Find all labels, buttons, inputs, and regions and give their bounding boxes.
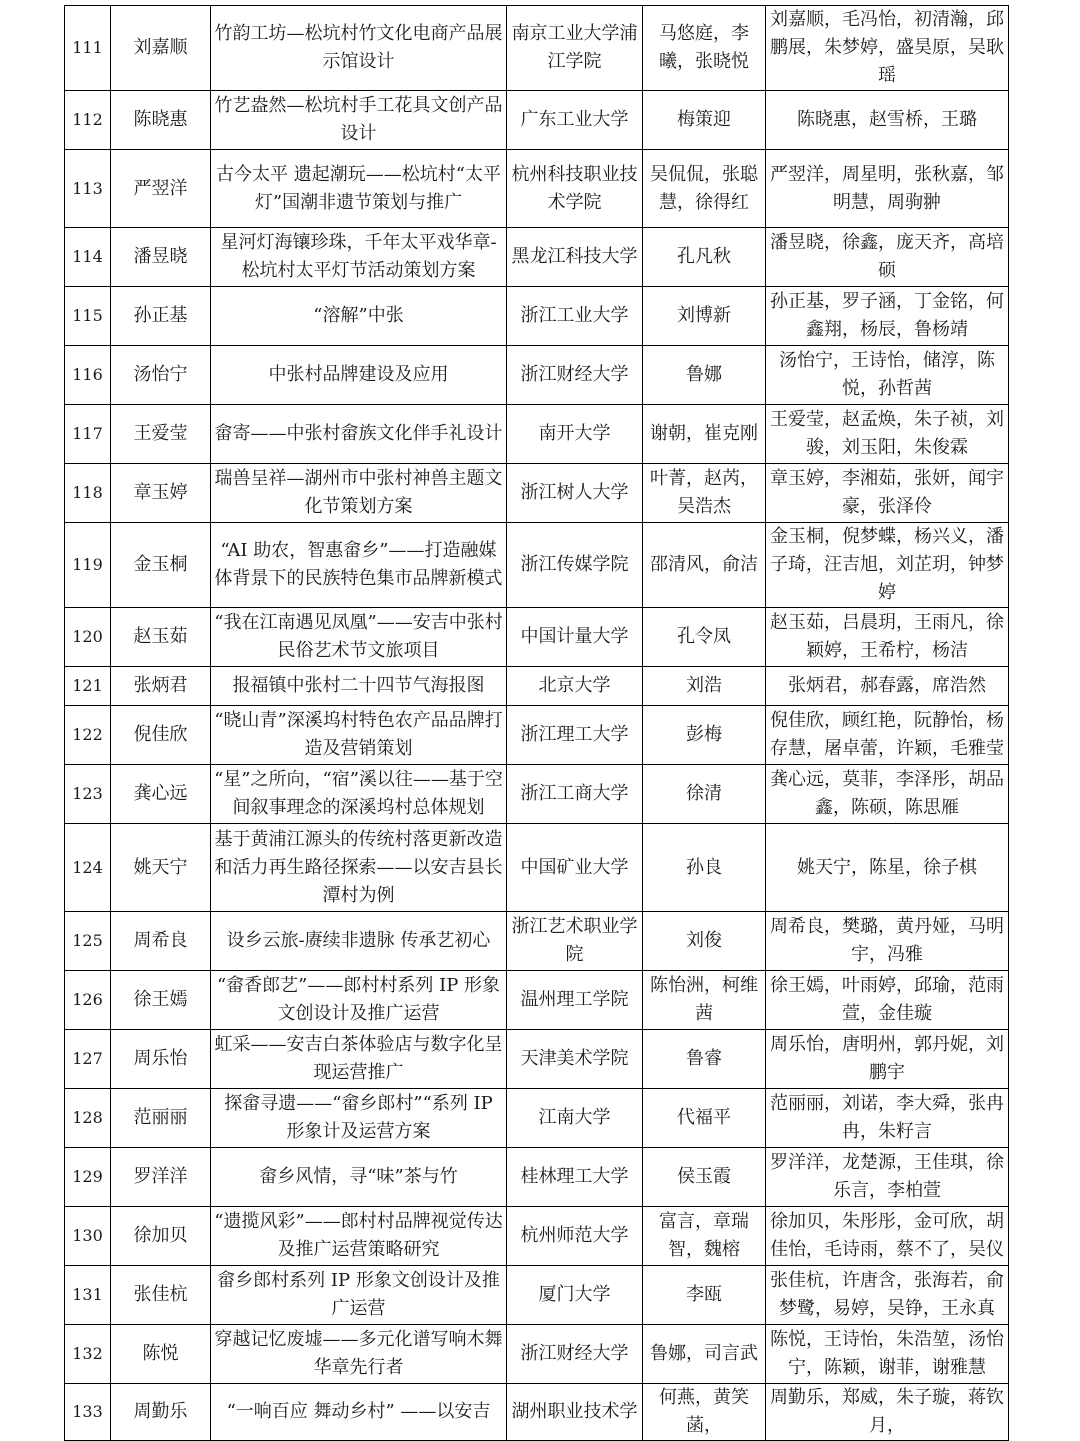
table-row: [65, 91, 1009, 150]
project-title: 畲寄——中张村畲族文化伴手礼设计: [211, 405, 507, 464]
advisor-names: 代福平: [643, 1089, 766, 1148]
school-name: 北京大学: [507, 667, 643, 706]
project-title: 设乡云旅-赓续非遗脉 传承艺初心: [211, 912, 507, 971]
table-row: [65, 405, 1009, 464]
advisor-names: 谢朝，崔克刚: [643, 405, 766, 464]
member-names: 龚心远，莫菲，李泽彤，胡品鑫，陈硕，陈思雁: [766, 765, 1009, 824]
project-title: 竹艺盎然—松坑村手工花具文创产品设计: [211, 91, 507, 150]
table-row: [65, 1030, 1009, 1089]
school-name: 浙江财经大学: [507, 1325, 643, 1384]
row-number: 129: [65, 1148, 111, 1207]
row-number: 119: [65, 523, 111, 608]
member-names: 赵玉茹，吕晨玥，王雨凡，徐颖婷，王希柠，杨洁: [766, 608, 1009, 667]
project-title: 竹韵工坊—松坑村竹文化电商产品展示馆设计: [211, 6, 507, 91]
advisor-names: 鲁睿: [643, 1030, 766, 1089]
member-names: 严翌洋，周星明，张秋嘉，邹明慧，周驹翀: [766, 150, 1009, 228]
table-row: [65, 608, 1009, 667]
team-leader: 龚心远: [111, 765, 211, 824]
advisor-names: 陈怡洲，柯维茜: [643, 971, 766, 1030]
table-row: [65, 1148, 1009, 1207]
member-names: 张炳君，郝春露，席浩然: [766, 667, 1009, 706]
advisor-names: 何燕，黄笑菡，: [643, 1384, 766, 1441]
project-title: 瑞兽呈祥—湖州市中张村神兽主题文化节策划方案: [211, 464, 507, 523]
member-names: 刘嘉顺，毛冯怡，初清瀚，邱鹏展，朱梦婷，盛昊原，吴耿瑶: [766, 6, 1009, 91]
school-name: 浙江财经大学: [507, 346, 643, 405]
school-name: 浙江工商大学: [507, 765, 643, 824]
school-name: 厦门大学: [507, 1266, 643, 1325]
project-title: “溶解”中张: [211, 287, 507, 346]
advisor-names: 彭梅: [643, 706, 766, 765]
advisor-names: 孔令凤: [643, 608, 766, 667]
row-number: 130: [65, 1207, 111, 1266]
table-row: [65, 667, 1009, 706]
advisor-names: 孙良: [643, 824, 766, 912]
member-names: 孙正基，罗子涵，丁金铭，何鑫翔，杨辰，鲁杨靖: [766, 287, 1009, 346]
member-names: 张佳杭，许唐含，张海若，俞梦鹭，易婷，吴铮，王永真: [766, 1266, 1009, 1325]
row-number: 117: [65, 405, 111, 464]
table-row: [65, 1266, 1009, 1325]
row-number: 123: [65, 765, 111, 824]
advisor-names: 鲁娜，司言武: [643, 1325, 766, 1384]
project-title: “遗揽风彩”——郎村村品牌视觉传达及推广运营策略研究: [211, 1207, 507, 1266]
row-number: 133: [65, 1384, 111, 1441]
row-number: 131: [65, 1266, 111, 1325]
project-title: “晓山青”深溪坞村特色农产品品牌打造及营销策划: [211, 706, 507, 765]
project-title: “星”之所向，“宿”溪以往——基于空间叙事理念的深溪坞村总体规划: [211, 765, 507, 824]
table-row: [65, 912, 1009, 971]
member-names: 陈悦，王诗怡，朱浩堃，汤怡宁，陈颖，谢菲，谢雅慧: [766, 1325, 1009, 1384]
advisor-names: 刘俊: [643, 912, 766, 971]
project-title: “我在江南遇见凤凰”——安吉中张村民俗艺术节文旅项目: [211, 608, 507, 667]
row-number: 114: [65, 228, 111, 287]
school-name: 杭州科技职业技术学院: [507, 150, 643, 228]
member-names: 姚天宁，陈星，徐子棋: [766, 824, 1009, 912]
member-names: 罗洋洋，龙楚源，王佳琪，徐乐言，李柏萱: [766, 1148, 1009, 1207]
advisor-names: 刘博新: [643, 287, 766, 346]
team-leader: 赵玉茹: [111, 608, 211, 667]
row-number: 112: [65, 91, 111, 150]
team-leader: 张炳君: [111, 667, 211, 706]
table-row: [65, 1089, 1009, 1148]
table-row: [65, 971, 1009, 1030]
project-title: 星河灯海镶珍珠，千年太平戏华章-松坑村太平灯节活动策划方案: [211, 228, 507, 287]
school-name: 浙江树人大学: [507, 464, 643, 523]
member-names: 倪佳欣，顾红艳，阮静怡，杨存慧，屠卓蕾，许颖，毛雅莹: [766, 706, 1009, 765]
project-title: 畲乡风情，寻“味”茶与竹: [211, 1148, 507, 1207]
table-row: [65, 824, 1009, 912]
row-number: 127: [65, 1030, 111, 1089]
member-names: 汤怡宁，王诗怡，储淳，陈悦，孙哲茜: [766, 346, 1009, 405]
member-names: 章玉婷，李湘茹，张妍，闻宇豪，张泽伶: [766, 464, 1009, 523]
table-row: [65, 6, 1009, 91]
advisor-names: 鲁娜: [643, 346, 766, 405]
school-name: 中国矿业大学: [507, 824, 643, 912]
advisor-names: 侯玉霞: [643, 1148, 766, 1207]
project-title: “一响百应 舞动乡村” ——以安吉: [211, 1384, 507, 1441]
team-leader: 王爱莹: [111, 405, 211, 464]
row-number: 132: [65, 1325, 111, 1384]
team-leader: 周勤乐: [111, 1384, 211, 1441]
team-leader: 周乐怡: [111, 1030, 211, 1089]
team-leader: 周希良: [111, 912, 211, 971]
team-leader: 严翌洋: [111, 150, 211, 228]
member-names: 陈晓惠，赵雪桥，王璐: [766, 91, 1009, 150]
award-list-table: [64, 5, 1009, 1441]
advisor-names: 富言，章瑞智，魏榕: [643, 1207, 766, 1266]
advisor-names: 吴侃侃，张聪慧，徐得红: [643, 150, 766, 228]
row-number: 122: [65, 706, 111, 765]
row-number: 125: [65, 912, 111, 971]
table-row: [65, 346, 1009, 405]
row-number: 111: [65, 6, 111, 91]
advisor-names: 梅策迎: [643, 91, 766, 150]
school-name: 浙江理工大学: [507, 706, 643, 765]
member-names: 潘昱晓，徐鑫，庞天齐，高培硕: [766, 228, 1009, 287]
school-name: 湖州职业技术学: [507, 1384, 643, 1441]
project-title: 穿越记忆废墟——多元化谱写响木舞华章先行者: [211, 1325, 507, 1384]
school-name: 江南大学: [507, 1089, 643, 1148]
team-leader: 范丽丽: [111, 1089, 211, 1148]
school-name: 中国计量大学: [507, 608, 643, 667]
row-number: 113: [65, 150, 111, 228]
member-names: 周勤乐，郑威，朱子璇，蒋钦月，: [766, 1384, 1009, 1441]
team-leader: 陈悦: [111, 1325, 211, 1384]
member-names: 徐加贝，朱彤彤，金可欣，胡佳怡，毛诗雨，蔡不了，吴仪: [766, 1207, 1009, 1266]
advisor-names: 李瓯: [643, 1266, 766, 1325]
row-number: 121: [65, 667, 111, 706]
table-row: [65, 523, 1009, 608]
row-number: 118: [65, 464, 111, 523]
school-name: 广东工业大学: [507, 91, 643, 150]
team-leader: 徐王嫣: [111, 971, 211, 1030]
member-names: 周希良，樊璐，黄丹娅，马明宇，冯雅: [766, 912, 1009, 971]
team-leader: 章玉婷: [111, 464, 211, 523]
row-number: 126: [65, 971, 111, 1030]
row-number: 120: [65, 608, 111, 667]
row-number: 115: [65, 287, 111, 346]
team-leader: 潘昱晓: [111, 228, 211, 287]
school-name: 浙江工业大学: [507, 287, 643, 346]
table-row: [65, 1384, 1009, 1441]
project-title: 古今太平 遗起潮玩——松坑村“太平灯”国潮非遗节策划与推广: [211, 150, 507, 228]
school-name: 天津美术学院: [507, 1030, 643, 1089]
table-row: [65, 765, 1009, 824]
table-row: [65, 150, 1009, 228]
team-leader: 孙正基: [111, 287, 211, 346]
table-row: [65, 464, 1009, 523]
table-row: [65, 1207, 1009, 1266]
team-leader: 张佳杭: [111, 1266, 211, 1325]
table-row: [65, 706, 1009, 765]
team-leader: 倪佳欣: [111, 706, 211, 765]
table-row: [65, 1325, 1009, 1384]
team-leader: 金玉桐: [111, 523, 211, 608]
table-body: [65, 6, 1009, 1441]
project-title: “畲香郎艺”——郎村村系列 IP 形象文创设计及推广运营: [211, 971, 507, 1030]
member-names: 王爱莹，赵孟焕，朱子祯，刘骏，刘玉阳，朱俊霖: [766, 405, 1009, 464]
advisor-names: 叶菁，赵芮，吴浩杰: [643, 464, 766, 523]
school-name: 黑龙江科技大学: [507, 228, 643, 287]
member-names: 徐王嫣，叶雨婷，邱瑜，范雨萱，金佳璇: [766, 971, 1009, 1030]
project-title: 基于黄浦江源头的传统村落更新改造和活力再生路径探索——以安吉县长潭村为例: [211, 824, 507, 912]
row-number: 124: [65, 824, 111, 912]
table-row: [65, 228, 1009, 287]
row-number: 116: [65, 346, 111, 405]
member-names: 范丽丽，刘诺，李大舜，张冉冉，朱籽言: [766, 1089, 1009, 1148]
team-leader: 陈晓惠: [111, 91, 211, 150]
school-name: 桂林理工大学: [507, 1148, 643, 1207]
project-title: 畲乡郎村系列 IP 形象文创设计及推广运营: [211, 1266, 507, 1325]
project-title: 中张村品牌建设及应用: [211, 346, 507, 405]
team-leader: 徐加贝: [111, 1207, 211, 1266]
advisor-names: 孔凡秋: [643, 228, 766, 287]
school-name: 南京工业大学浦江学院: [507, 6, 643, 91]
school-name: 浙江艺术职业学院: [507, 912, 643, 971]
school-name: 南开大学: [507, 405, 643, 464]
table-row: [65, 287, 1009, 346]
school-name: 浙江传媒学院: [507, 523, 643, 608]
row-number: 128: [65, 1089, 111, 1148]
member-names: 金玉桐，倪梦蝶，杨兴义，潘子琦，汪吉旭，刘芷玥，钟梦婷: [766, 523, 1009, 608]
team-leader: 刘嘉顺: [111, 6, 211, 91]
project-title: 探畲寻遗——“畲乡郎村”“系列 IP 形象计及运营方案: [211, 1089, 507, 1148]
advisor-names: 徐清: [643, 765, 766, 824]
team-leader: 罗洋洋: [111, 1148, 211, 1207]
advisor-names: 马悠庭，李曦，张晓悦: [643, 6, 766, 91]
team-leader: 姚天宁: [111, 824, 211, 912]
advisor-names: 刘浩: [643, 667, 766, 706]
project-title: 虹采——安吉白茶体验店与数字化呈现运营推广: [211, 1030, 507, 1089]
team-leader: 汤怡宁: [111, 346, 211, 405]
member-names: 周乐怡，唐明州，郭丹妮，刘鹏宇: [766, 1030, 1009, 1089]
school-name: 杭州师范大学: [507, 1207, 643, 1266]
project-title: 报福镇中张村二十四节气海报图: [211, 667, 507, 706]
school-name: 温州理工学院: [507, 971, 643, 1030]
advisor-names: 邵清风，俞洁: [643, 523, 766, 608]
project-title: “AI 助农，智惠畲乡”——打造融媒体背景下的民族特色集市品牌新模式: [211, 523, 507, 608]
